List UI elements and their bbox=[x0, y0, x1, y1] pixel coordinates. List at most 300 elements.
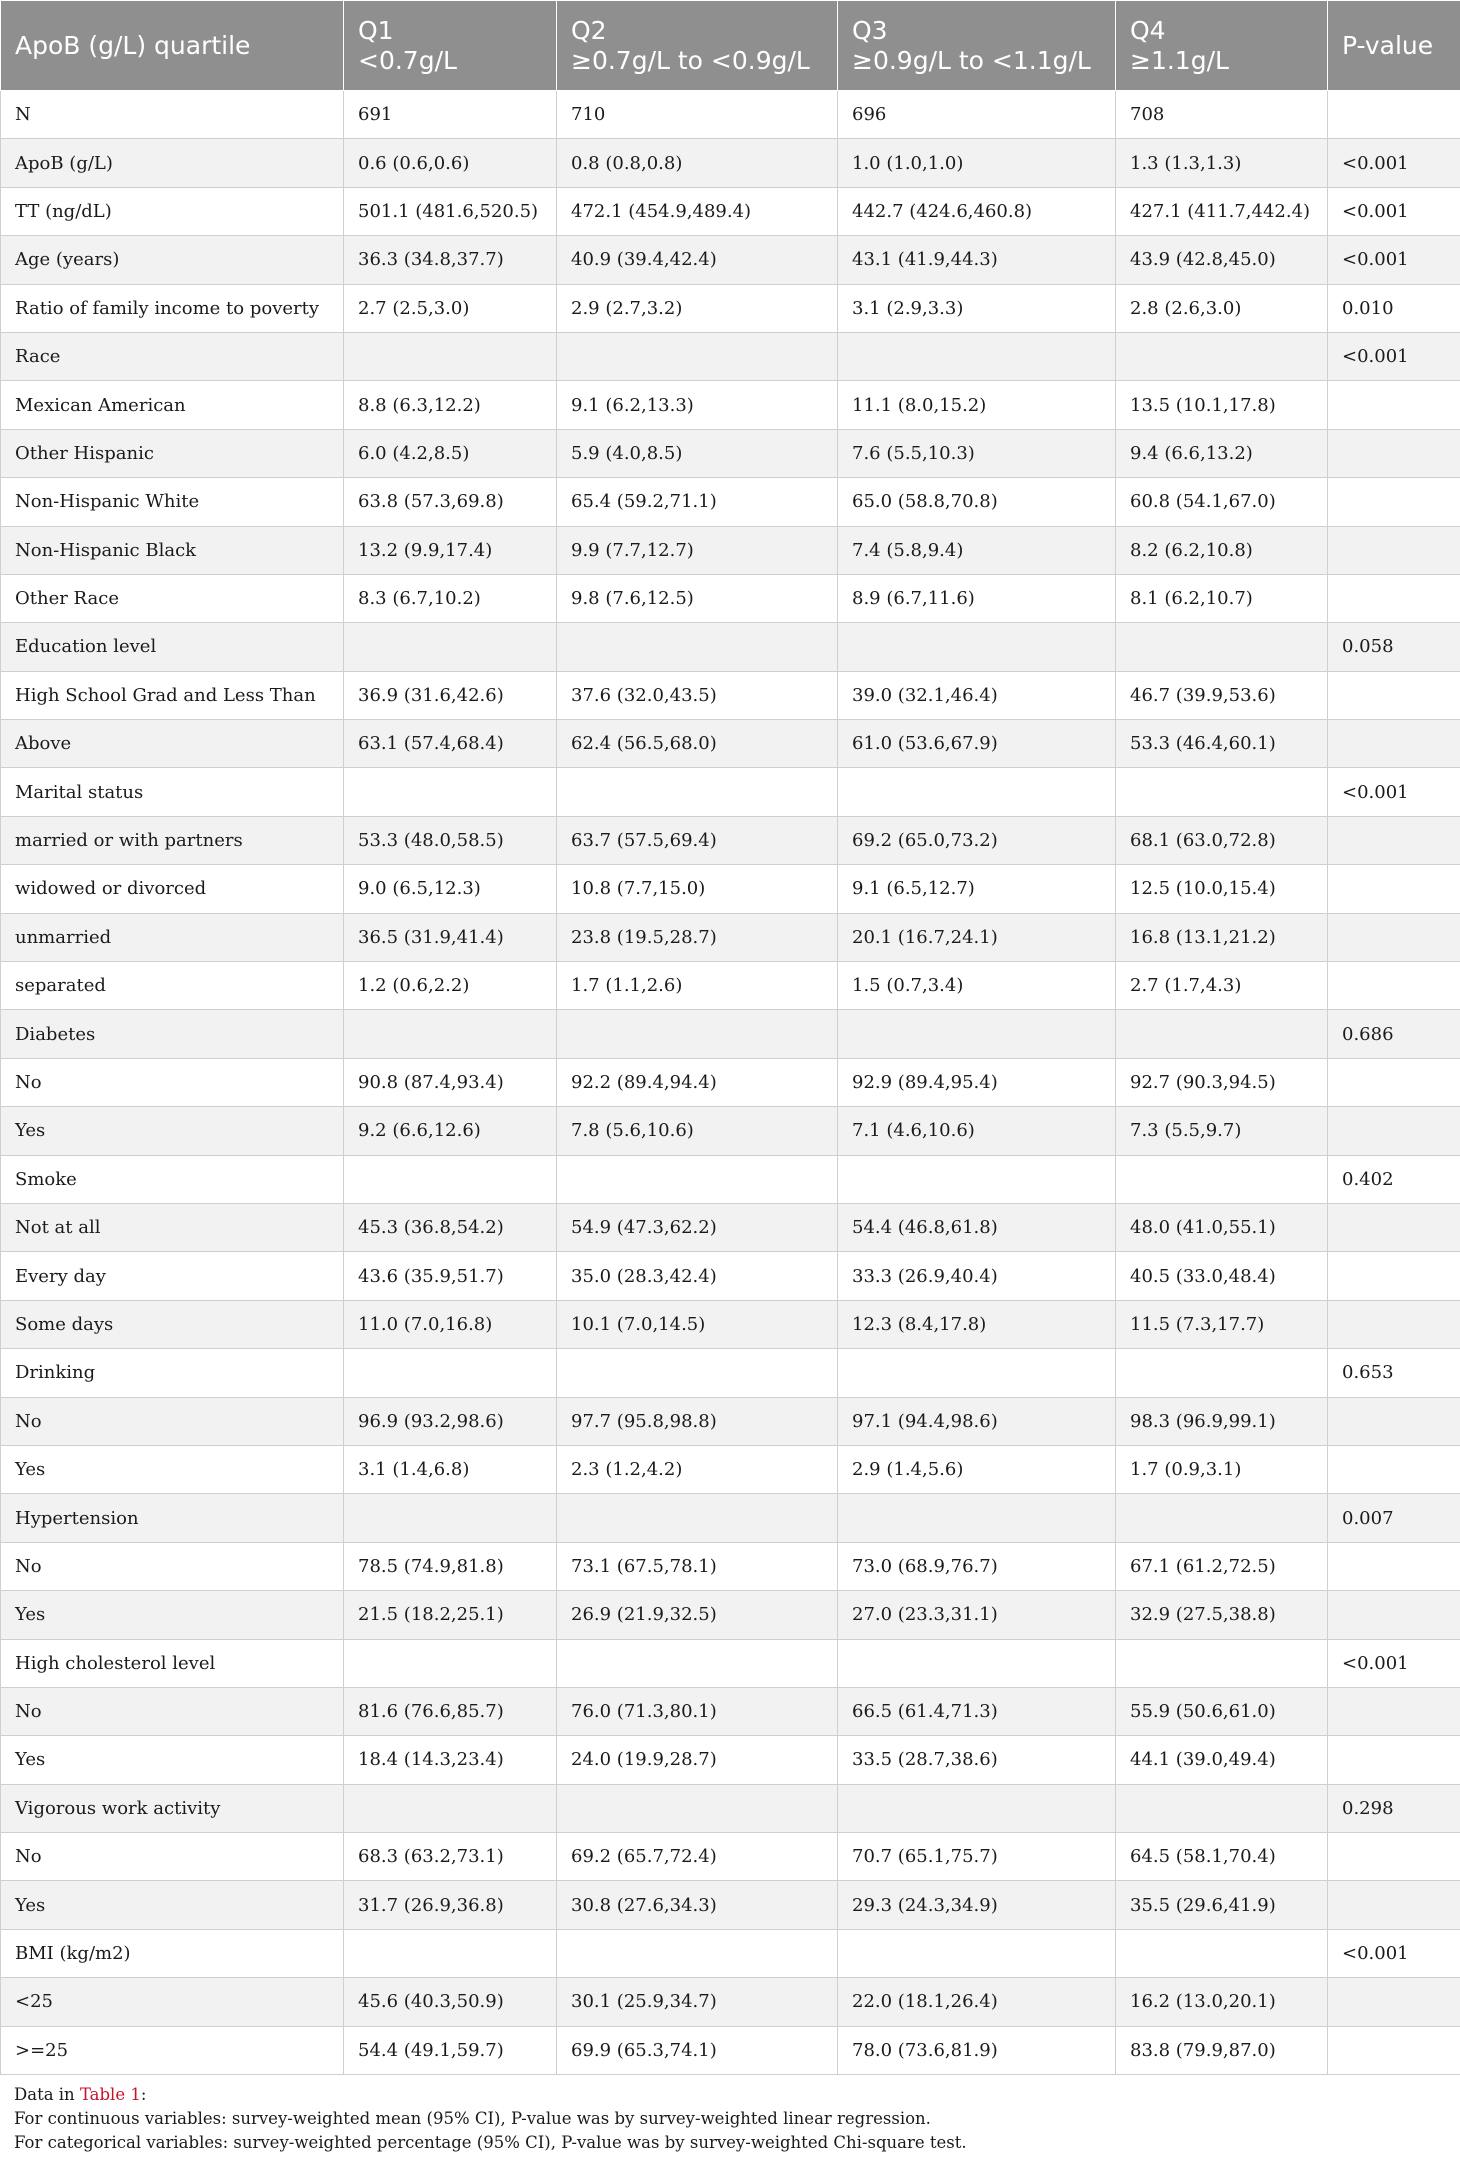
row-label: Yes bbox=[1, 1107, 344, 1155]
q3-value: 3.1 (2.9,3.3) bbox=[838, 284, 1116, 332]
header-q3-range: ≥0.9g/L to <1.1g/L bbox=[852, 45, 1091, 75]
p-value: <0.001 bbox=[1328, 768, 1460, 816]
q2-value bbox=[557, 332, 838, 380]
q2-value: 92.2 (89.4,94.4) bbox=[557, 1058, 838, 1106]
p-value bbox=[1328, 816, 1460, 864]
row-label: Age (years) bbox=[1, 236, 344, 284]
q4-value: 13.5 (10.1,17.8) bbox=[1116, 381, 1328, 429]
table-row bbox=[1, 332, 1460, 380]
q4-value: 83.8 (79.9,87.0) bbox=[1116, 2026, 1328, 2074]
p-value bbox=[1328, 1881, 1460, 1929]
p-value bbox=[1328, 1203, 1460, 1251]
row-label: ApoB (g/L) bbox=[1, 139, 344, 187]
q4-value: 46.7 (39.9,53.6) bbox=[1116, 671, 1328, 719]
q4-value: 98.3 (96.9,99.1) bbox=[1116, 1397, 1328, 1445]
table-row bbox=[1, 1058, 1460, 1106]
row-label: Marital status bbox=[1, 768, 344, 816]
q1-value: 8.3 (6.7,10.2) bbox=[344, 574, 557, 622]
q3-value: 7.4 (5.8,9.4) bbox=[838, 526, 1116, 574]
p-value bbox=[1328, 91, 1460, 139]
q2-value: 76.0 (71.3,80.1) bbox=[557, 1687, 838, 1735]
table-1-link[interactable]: Table 1 bbox=[79, 2085, 141, 2105]
table-row bbox=[1, 962, 1460, 1010]
footnote-categorical: For categorical variables: survey-weighted percentage (95% CI), P-value was by survey-weighted Chi-square test. bbox=[14, 2133, 967, 2153]
q4-value: 12.5 (10.0,15.4) bbox=[1116, 865, 1328, 913]
p-value bbox=[1328, 478, 1460, 526]
row-label: Yes bbox=[1, 1736, 344, 1784]
q4-value: 16.2 (13.0,20.1) bbox=[1116, 1978, 1328, 2026]
p-value: 0.402 bbox=[1328, 1155, 1460, 1203]
p-value bbox=[1328, 1591, 1460, 1639]
table-row bbox=[1, 1929, 1460, 1977]
q2-value: 1.7 (1.1,2.6) bbox=[557, 962, 838, 1010]
q2-value: 24.0 (19.9,28.7) bbox=[557, 1736, 838, 1784]
q3-value bbox=[838, 1494, 1116, 1542]
q1-value bbox=[344, 332, 557, 380]
row-label: Diabetes bbox=[1, 1010, 344, 1058]
q3-value: 7.6 (5.5,10.3) bbox=[838, 429, 1116, 477]
row-label: No bbox=[1, 1542, 344, 1590]
q1-value: 54.4 (49.1,59.7) bbox=[344, 2026, 557, 2074]
table-row bbox=[1, 91, 1460, 139]
q4-value: 67.1 (61.2,72.5) bbox=[1116, 1542, 1328, 1590]
row-label: Not at all bbox=[1, 1203, 344, 1251]
table-row bbox=[1, 1736, 1460, 1784]
q1-value: 68.3 (63.2,73.1) bbox=[344, 1833, 557, 1881]
q1-value: 9.0 (6.5,12.3) bbox=[344, 865, 557, 913]
q4-value: 1.3 (1.3,1.3) bbox=[1116, 139, 1328, 187]
q1-value: 9.2 (6.6,12.6) bbox=[344, 1107, 557, 1155]
table-row bbox=[1, 1591, 1460, 1639]
q1-value bbox=[344, 1639, 557, 1687]
row-label: Vigorous work activity bbox=[1, 1784, 344, 1832]
p-value bbox=[1328, 381, 1460, 429]
table-row bbox=[1, 1010, 1460, 1058]
row-label: TT (ng/dL) bbox=[1, 187, 344, 235]
table-row bbox=[1, 1252, 1460, 1300]
q1-value bbox=[344, 1349, 557, 1397]
table-row bbox=[1, 1542, 1460, 1590]
q1-value: 63.1 (57.4,68.4) bbox=[344, 720, 557, 768]
q4-value: 40.5 (33.0,48.4) bbox=[1116, 1252, 1328, 1300]
q2-value: 10.8 (7.7,15.0) bbox=[557, 865, 838, 913]
q3-value: 9.1 (6.5,12.7) bbox=[838, 865, 1116, 913]
q3-value: 12.3 (8.4,17.8) bbox=[838, 1300, 1116, 1348]
table-row bbox=[1, 1445, 1460, 1493]
q3-value bbox=[838, 623, 1116, 671]
q4-value bbox=[1116, 1929, 1328, 1977]
q3-value: 22.0 (18.1,26.4) bbox=[838, 1978, 1116, 2026]
p-value bbox=[1328, 962, 1460, 1010]
row-label: Yes bbox=[1, 1445, 344, 1493]
table-row bbox=[1, 236, 1460, 284]
q4-value bbox=[1116, 1639, 1328, 1687]
q3-value: 1.0 (1.0,1.0) bbox=[838, 139, 1116, 187]
p-value: <0.001 bbox=[1328, 139, 1460, 187]
q2-value: 5.9 (4.0,8.5) bbox=[557, 429, 838, 477]
q1-value bbox=[344, 1494, 557, 1542]
row-label: separated bbox=[1, 962, 344, 1010]
q4-value: 11.5 (7.3,17.7) bbox=[1116, 1300, 1328, 1348]
q4-value bbox=[1116, 1155, 1328, 1203]
q1-value: 13.2 (9.9,17.4) bbox=[344, 526, 557, 574]
q4-value: 1.7 (0.9,3.1) bbox=[1116, 1445, 1328, 1493]
q3-value bbox=[838, 1929, 1116, 1977]
q3-value: 70.7 (65.1,75.7) bbox=[838, 1833, 1116, 1881]
table-row bbox=[1, 139, 1460, 187]
q3-value: 92.9 (89.4,95.4) bbox=[838, 1058, 1116, 1106]
q2-value bbox=[557, 1639, 838, 1687]
q2-value bbox=[557, 1929, 838, 1977]
q4-value: 8.1 (6.2,10.7) bbox=[1116, 574, 1328, 622]
q4-value bbox=[1116, 1494, 1328, 1542]
p-value: 0.010 bbox=[1328, 284, 1460, 332]
q3-value: 27.0 (23.3,31.1) bbox=[838, 1591, 1116, 1639]
q4-value: 9.4 (6.6,13.2) bbox=[1116, 429, 1328, 477]
q4-value: 44.1 (39.0,49.4) bbox=[1116, 1736, 1328, 1784]
table-row bbox=[1, 284, 1460, 332]
q3-value: 69.2 (65.0,73.2) bbox=[838, 816, 1116, 864]
header-q4 bbox=[1116, 1, 1328, 91]
q3-value bbox=[838, 1639, 1116, 1687]
header-q4-name: Q4 bbox=[1130, 15, 1166, 45]
row-label: >=25 bbox=[1, 2026, 344, 2074]
p-value bbox=[1328, 720, 1460, 768]
q1-value: 90.8 (87.4,93.4) bbox=[344, 1058, 557, 1106]
table-row bbox=[1, 1300, 1460, 1348]
row-label: Ratio of family income to poverty bbox=[1, 284, 344, 332]
q3-value: 11.1 (8.0,15.2) bbox=[838, 381, 1116, 429]
q4-value: 427.1 (411.7,442.4) bbox=[1116, 187, 1328, 235]
table-row bbox=[1, 816, 1460, 864]
row-label: No bbox=[1, 1687, 344, 1735]
q3-value: 61.0 (53.6,67.9) bbox=[838, 720, 1116, 768]
header-q4-range: ≥1.1g/L bbox=[1130, 45, 1229, 75]
q1-value: 2.7 (2.5,3.0) bbox=[344, 284, 557, 332]
q3-value bbox=[838, 332, 1116, 380]
q3-value: 97.1 (94.4,98.6) bbox=[838, 1397, 1116, 1445]
table-row bbox=[1, 1397, 1460, 1445]
q1-value: 53.3 (48.0,58.5) bbox=[344, 816, 557, 864]
p-value bbox=[1328, 1687, 1460, 1735]
row-label: No bbox=[1, 1058, 344, 1106]
q4-value bbox=[1116, 1784, 1328, 1832]
row-label: Race bbox=[1, 332, 344, 380]
q2-value bbox=[557, 1784, 838, 1832]
q3-value: 2.9 (1.4,5.6) bbox=[838, 1445, 1116, 1493]
row-label: Smoke bbox=[1, 1155, 344, 1203]
p-value: <0.001 bbox=[1328, 1929, 1460, 1977]
q2-value bbox=[557, 1494, 838, 1542]
table-row bbox=[1, 1784, 1460, 1832]
header-q3 bbox=[838, 1, 1116, 91]
footnote-continuous: For continuous variables: survey-weighted mean (95% CI), P-value was by survey-weighted linear regression. bbox=[14, 2109, 931, 2129]
table-row bbox=[1, 913, 1460, 961]
q3-value bbox=[838, 1349, 1116, 1397]
q2-value: 35.0 (28.3,42.4) bbox=[557, 1252, 838, 1300]
q1-value: 1.2 (0.6,2.2) bbox=[344, 962, 557, 1010]
q4-value bbox=[1116, 332, 1328, 380]
q2-value: 54.9 (47.3,62.2) bbox=[557, 1203, 838, 1251]
row-label: Some days bbox=[1, 1300, 344, 1348]
q3-value: 8.9 (6.7,11.6) bbox=[838, 574, 1116, 622]
table-row bbox=[1, 671, 1460, 719]
q2-value: 472.1 (454.9,489.4) bbox=[557, 187, 838, 235]
table-row bbox=[1, 1833, 1460, 1881]
q1-value bbox=[344, 623, 557, 671]
q4-value: 64.5 (58.1,70.4) bbox=[1116, 1833, 1328, 1881]
q1-value: 36.9 (31.6,42.6) bbox=[344, 671, 557, 719]
p-value: <0.001 bbox=[1328, 187, 1460, 235]
q2-value bbox=[557, 1349, 838, 1397]
header-q1 bbox=[344, 1, 557, 91]
header-q3-name: Q3 bbox=[852, 15, 888, 45]
q3-value: 696 bbox=[838, 91, 1116, 139]
p-value bbox=[1328, 1058, 1460, 1106]
p-value bbox=[1328, 1252, 1460, 1300]
q2-value bbox=[557, 1010, 838, 1058]
q2-value bbox=[557, 623, 838, 671]
q3-value: 43.1 (41.9,44.3) bbox=[838, 236, 1116, 284]
q1-value: 3.1 (1.4,6.8) bbox=[344, 1445, 557, 1493]
q1-value: 81.6 (76.6,85.7) bbox=[344, 1687, 557, 1735]
q4-value: 92.7 (90.3,94.5) bbox=[1116, 1058, 1328, 1106]
p-value bbox=[1328, 1736, 1460, 1784]
q1-value: 45.3 (36.8,54.2) bbox=[344, 1203, 557, 1251]
table-row bbox=[1, 1203, 1460, 1251]
q3-value: 29.3 (24.3,34.9) bbox=[838, 1881, 1116, 1929]
row-label: married or with partners bbox=[1, 816, 344, 864]
p-value bbox=[1328, 1107, 1460, 1155]
q1-value: 36.5 (31.9,41.4) bbox=[344, 913, 557, 961]
row-label: High School Grad and Less Than bbox=[1, 671, 344, 719]
header-q2-name: Q2 bbox=[571, 15, 607, 45]
header-q2-range: ≥0.7g/L to <0.9g/L bbox=[571, 45, 810, 75]
p-value: 0.653 bbox=[1328, 1349, 1460, 1397]
q3-value bbox=[838, 1010, 1116, 1058]
table-row bbox=[1, 187, 1460, 235]
q2-value: 7.8 (5.6,10.6) bbox=[557, 1107, 838, 1155]
q4-value: 55.9 (50.6,61.0) bbox=[1116, 1687, 1328, 1735]
p-value bbox=[1328, 913, 1460, 961]
q2-value bbox=[557, 1155, 838, 1203]
table-row bbox=[1, 1639, 1460, 1687]
q4-value: 8.2 (6.2,10.8) bbox=[1116, 526, 1328, 574]
q4-value bbox=[1116, 623, 1328, 671]
p-value: 0.058 bbox=[1328, 623, 1460, 671]
row-label: Above bbox=[1, 720, 344, 768]
p-value: 0.007 bbox=[1328, 1494, 1460, 1542]
header-p-value: P-value bbox=[1328, 1, 1460, 91]
q4-value: 32.9 (27.5,38.8) bbox=[1116, 1591, 1328, 1639]
q4-value bbox=[1116, 1349, 1328, 1397]
q3-value: 73.0 (68.9,76.7) bbox=[838, 1542, 1116, 1590]
q4-value: 16.8 (13.1,21.2) bbox=[1116, 913, 1328, 961]
table-row bbox=[1, 623, 1460, 671]
q2-value: 73.1 (67.5,78.1) bbox=[557, 1542, 838, 1590]
q3-value: 78.0 (73.6,81.9) bbox=[838, 2026, 1116, 2074]
p-value: 0.298 bbox=[1328, 1784, 1460, 1832]
q2-value: 62.4 (56.5,68.0) bbox=[557, 720, 838, 768]
table-row bbox=[1, 2026, 1460, 2074]
q1-value: 8.8 (6.3,12.2) bbox=[344, 381, 557, 429]
q4-value: 43.9 (42.8,45.0) bbox=[1116, 236, 1328, 284]
q4-value: 60.8 (54.1,67.0) bbox=[1116, 478, 1328, 526]
q2-value: 97.7 (95.8,98.8) bbox=[557, 1397, 838, 1445]
q2-value: 30.8 (27.6,34.3) bbox=[557, 1881, 838, 1929]
p-value bbox=[1328, 574, 1460, 622]
q1-value bbox=[344, 1929, 557, 1977]
table-row bbox=[1, 1978, 1460, 2026]
q1-value: 63.8 (57.3,69.8) bbox=[344, 478, 557, 526]
row-label: BMI (kg/m2) bbox=[1, 1929, 344, 1977]
q1-value: 43.6 (35.9,51.7) bbox=[344, 1252, 557, 1300]
row-label: <25 bbox=[1, 1978, 344, 2026]
header-variable: ApoB (g/L) quartile bbox=[1, 1, 344, 91]
row-label: Hypertension bbox=[1, 1494, 344, 1542]
p-value bbox=[1328, 1833, 1460, 1881]
row-label: Drinking bbox=[1, 1349, 344, 1397]
q3-value: 1.5 (0.7,3.4) bbox=[838, 962, 1116, 1010]
table-row bbox=[1, 1494, 1460, 1542]
q4-value: 35.5 (29.6,41.9) bbox=[1116, 1881, 1328, 1929]
p-value: <0.001 bbox=[1328, 1639, 1460, 1687]
header-q2 bbox=[557, 1, 838, 91]
table-row bbox=[1, 1107, 1460, 1155]
p-value bbox=[1328, 429, 1460, 477]
q4-value: 2.8 (2.6,3.0) bbox=[1116, 284, 1328, 332]
q1-value: 501.1 (481.6,520.5) bbox=[344, 187, 557, 235]
table-row bbox=[1, 574, 1460, 622]
q2-value: 9.1 (6.2,13.3) bbox=[557, 381, 838, 429]
row-label: Non-Hispanic Black bbox=[1, 526, 344, 574]
q3-value: 39.0 (32.1,46.4) bbox=[838, 671, 1116, 719]
header-q1-range: <0.7g/L bbox=[358, 45, 457, 75]
row-label: Yes bbox=[1, 1591, 344, 1639]
q2-value: 0.8 (0.8,0.8) bbox=[557, 139, 838, 187]
p-value: <0.001 bbox=[1328, 236, 1460, 284]
q1-value: 36.3 (34.8,37.7) bbox=[344, 236, 557, 284]
table-row bbox=[1, 720, 1460, 768]
q2-value: 65.4 (59.2,71.1) bbox=[557, 478, 838, 526]
table-row bbox=[1, 1687, 1460, 1735]
p-value bbox=[1328, 671, 1460, 719]
q1-value: 31.7 (26.9,36.8) bbox=[344, 1881, 557, 1929]
q3-value bbox=[838, 1155, 1116, 1203]
p-value bbox=[1328, 2026, 1460, 2074]
p-value bbox=[1328, 1542, 1460, 1590]
row-label: High cholesterol level bbox=[1, 1639, 344, 1687]
q2-value: 63.7 (57.5,69.4) bbox=[557, 816, 838, 864]
row-label: unmarried bbox=[1, 913, 344, 961]
q1-value: 21.5 (18.2,25.1) bbox=[344, 1591, 557, 1639]
table-row bbox=[1, 1881, 1460, 1929]
q3-value: 33.5 (28.7,38.6) bbox=[838, 1736, 1116, 1784]
q3-value: 65.0 (58.8,70.8) bbox=[838, 478, 1116, 526]
table-row bbox=[1, 478, 1460, 526]
q3-value: 66.5 (61.4,71.3) bbox=[838, 1687, 1116, 1735]
q1-value bbox=[344, 768, 557, 816]
q2-value: 37.6 (32.0,43.5) bbox=[557, 671, 838, 719]
row-label: Education level bbox=[1, 623, 344, 671]
q4-value: 48.0 (41.0,55.1) bbox=[1116, 1203, 1328, 1251]
table-row bbox=[1, 429, 1460, 477]
q1-value: 11.0 (7.0,16.8) bbox=[344, 1300, 557, 1348]
q2-value: 710 bbox=[557, 91, 838, 139]
row-label: No bbox=[1, 1397, 344, 1445]
p-value bbox=[1328, 1978, 1460, 2026]
table-row bbox=[1, 768, 1460, 816]
p-value: 0.686 bbox=[1328, 1010, 1460, 1058]
p-value bbox=[1328, 1445, 1460, 1493]
q1-value: 96.9 (93.2,98.6) bbox=[344, 1397, 557, 1445]
q1-value: 0.6 (0.6,0.6) bbox=[344, 139, 557, 187]
q4-value bbox=[1116, 1010, 1328, 1058]
table-row bbox=[1, 1155, 1460, 1203]
q4-value bbox=[1116, 768, 1328, 816]
q2-value: 9.9 (7.7,12.7) bbox=[557, 526, 838, 574]
q1-value bbox=[344, 1155, 557, 1203]
row-label: Other Hispanic bbox=[1, 429, 344, 477]
table-row bbox=[1, 865, 1460, 913]
q3-value: 442.7 (424.6,460.8) bbox=[838, 187, 1116, 235]
q2-value: 9.8 (7.6,12.5) bbox=[557, 574, 838, 622]
q3-value: 7.1 (4.6,10.6) bbox=[838, 1107, 1116, 1155]
q2-value: 26.9 (21.9,32.5) bbox=[557, 1591, 838, 1639]
row-label: N bbox=[1, 91, 344, 139]
p-value bbox=[1328, 526, 1460, 574]
q4-value: 7.3 (5.5,9.7) bbox=[1116, 1107, 1328, 1155]
row-label: Mexican American bbox=[1, 381, 344, 429]
q3-value bbox=[838, 768, 1116, 816]
table-row bbox=[1, 381, 1460, 429]
q3-value bbox=[838, 1784, 1116, 1832]
footnote-data-source: Data in Table 1: bbox=[14, 2085, 147, 2105]
q4-value: 2.7 (1.7,4.3) bbox=[1116, 962, 1328, 1010]
q2-value: 69.9 (65.3,74.1) bbox=[557, 2026, 838, 2074]
p-value bbox=[1328, 1397, 1460, 1445]
q1-value: 6.0 (4.2,8.5) bbox=[344, 429, 557, 477]
q4-value: 53.3 (46.4,60.1) bbox=[1116, 720, 1328, 768]
row-label: Other Race bbox=[1, 574, 344, 622]
q2-value: 69.2 (65.7,72.4) bbox=[557, 1833, 838, 1881]
q3-value: 33.3 (26.9,40.4) bbox=[838, 1252, 1116, 1300]
table-row bbox=[1, 1349, 1460, 1397]
q2-value: 2.9 (2.7,3.2) bbox=[557, 284, 838, 332]
header-q1-name: Q1 bbox=[358, 15, 394, 45]
q3-value: 20.1 (16.7,24.1) bbox=[838, 913, 1116, 961]
q4-value: 68.1 (63.0,72.8) bbox=[1116, 816, 1328, 864]
q2-value: 30.1 (25.9,34.7) bbox=[557, 1978, 838, 2026]
q2-value bbox=[557, 768, 838, 816]
table-header-row bbox=[1, 1, 1460, 91]
row-label: Every day bbox=[1, 1252, 344, 1300]
p-value: <0.001 bbox=[1328, 332, 1460, 380]
q4-value: 708 bbox=[1116, 91, 1328, 139]
table-body bbox=[1, 91, 1460, 2075]
q1-value bbox=[344, 1010, 557, 1058]
p-value bbox=[1328, 865, 1460, 913]
table-footnotes bbox=[0, 2075, 1460, 2155]
p-value bbox=[1328, 1300, 1460, 1348]
q1-value bbox=[344, 1784, 557, 1832]
q2-value: 10.1 (7.0,14.5) bbox=[557, 1300, 838, 1348]
q1-value: 691 bbox=[344, 91, 557, 139]
row-label: widowed or divorced bbox=[1, 865, 344, 913]
row-label: No bbox=[1, 1833, 344, 1881]
q1-value: 78.5 (74.9,81.8) bbox=[344, 1542, 557, 1590]
q2-value: 23.8 (19.5,28.7) bbox=[557, 913, 838, 961]
